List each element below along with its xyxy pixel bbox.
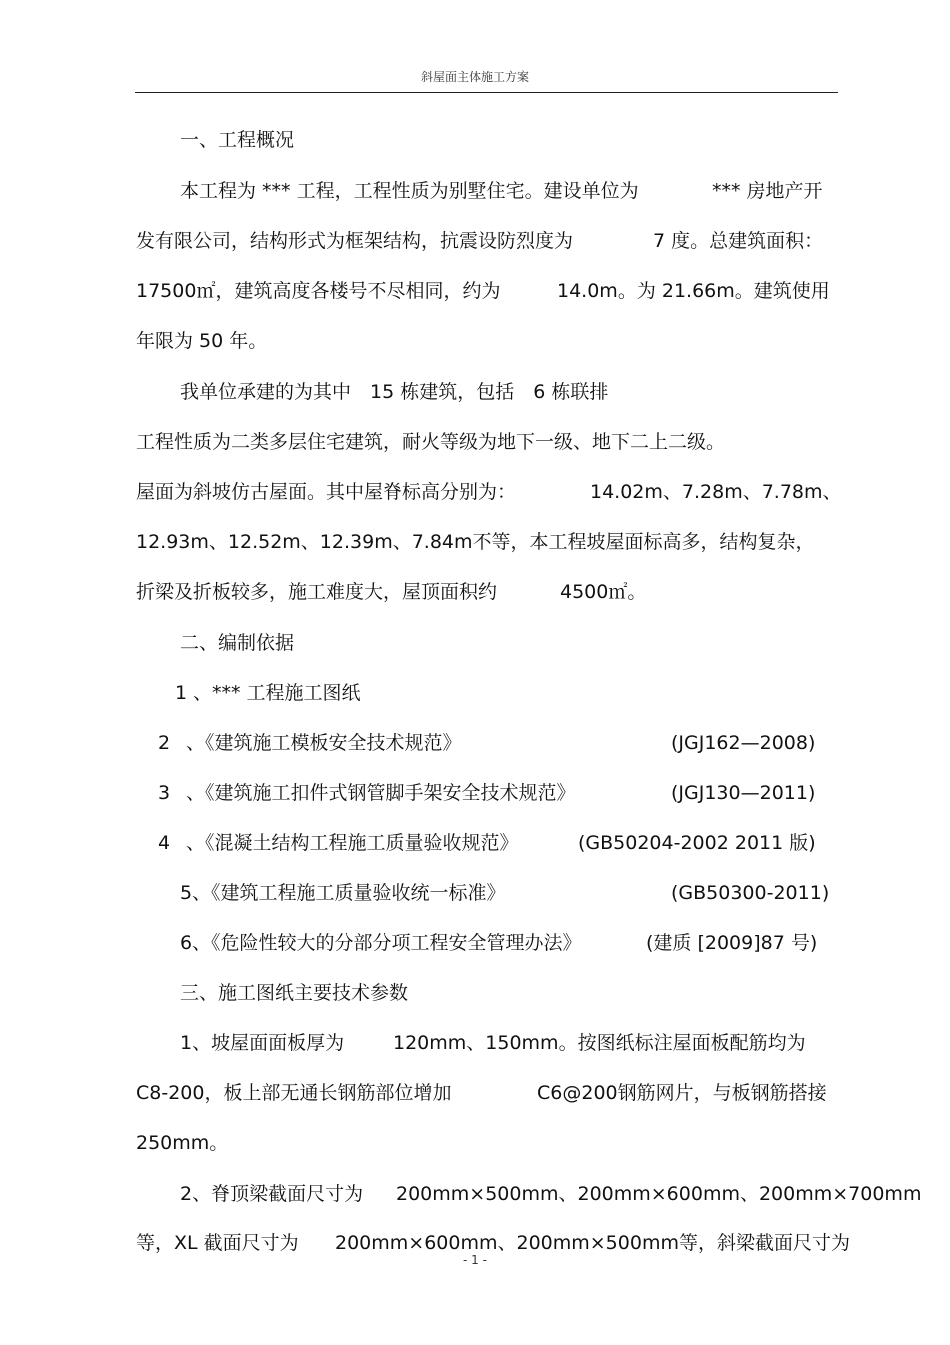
reference-number: 6 bbox=[180, 932, 193, 954]
reference-title: 、《建筑施工模板安全技术规范》 bbox=[186, 732, 462, 754]
text-run: 屋面为斜坡仿古屋面。其中屋脊标高分别为： bbox=[136, 481, 517, 503]
text-run: 200mm×600mm、200mm×500mm等，斜梁截面尺寸为 bbox=[335, 1232, 850, 1254]
reference-number: 1 bbox=[175, 682, 188, 704]
paragraph-line: 我单位承建的为其中 15 栋建筑，包括 6 栋联排 bbox=[180, 381, 609, 403]
reference-code: (GB50204-2002 2011 版) bbox=[578, 832, 816, 854]
text-run: 1、坡屋面面板厚为 bbox=[180, 1032, 345, 1054]
page-number: - 1 - bbox=[463, 1253, 487, 1267]
reference-code: (JGJ130—2011) bbox=[671, 782, 816, 804]
text-run: 17500㎡，建筑高度各楼号不尽相同，约为 bbox=[136, 280, 501, 302]
running-header-title: 斜屋面主体施工方案 bbox=[420, 70, 529, 84]
text-run: 120mm、150mm。按图纸标注屋面板配筋均为 bbox=[393, 1032, 806, 1054]
text-run: *** 房地产开 bbox=[712, 180, 823, 202]
text-run: 200mm×500mm、200mm×600mm、200mm×700mm bbox=[396, 1183, 922, 1205]
paragraph-line: 年限为 50 年。 bbox=[136, 330, 268, 352]
text-run: 14.0m。为 21.66m。建筑使用 bbox=[557, 280, 830, 302]
reference-title: 、《建筑施工扣件式钢管脚手架安全技术规范》 bbox=[186, 782, 576, 804]
reference-code: (JGJ162—2008) bbox=[671, 732, 816, 754]
text-run: 本工程为 *** 工程，工程性质为别墅住宅。建设单位为 bbox=[180, 180, 639, 202]
reference-number: 3 bbox=[158, 782, 171, 804]
section-heading: 二、编制依据 bbox=[180, 632, 295, 654]
text-run: 14.02m、7.28m、7.78m、 bbox=[590, 481, 842, 503]
header-rule bbox=[135, 92, 838, 93]
text-run: C8-200，板上部无通长钢筋部位增加 bbox=[136, 1082, 452, 1104]
reference-number: 2 bbox=[158, 732, 171, 754]
text-run: 等，XL 截面尺寸为 bbox=[136, 1232, 299, 1254]
text-run: C6@200钢筋网片，与板钢筋搭接 bbox=[537, 1082, 827, 1104]
reference-title: 、*** 工程施工图纸 bbox=[193, 682, 361, 704]
reference-code: (建质 [2009]87 号) bbox=[646, 932, 818, 954]
section-heading: 一、工程概况 bbox=[180, 129, 295, 151]
text-run: 折梁及折板较多，施工难度大，屋顶面积约 bbox=[136, 581, 498, 603]
text-run: 发有限公司，结构形式为框架结构，抗震设防烈度为 bbox=[136, 230, 574, 252]
text-run: 4500㎡。 bbox=[560, 581, 647, 603]
paragraph-line: 250mm。 bbox=[136, 1132, 229, 1154]
text-run: 2、脊顶梁截面尺寸为 bbox=[180, 1183, 364, 1205]
reference-title: 、《混凝土结构工程施工质量验收规范》 bbox=[186, 832, 519, 854]
reference-number: 5 bbox=[180, 882, 193, 904]
reference-code: (GB50300-2011) bbox=[671, 882, 830, 904]
paragraph-line: 12.93m、12.52m、12.39m、7.84m不等，本工程坡屋面标高多，结构复杂， bbox=[136, 531, 815, 553]
paragraph-line: 工程性质为二类多层住宅建筑，耐火等级为地下一级、地下二上二级。 bbox=[136, 431, 726, 453]
text-run: 7 度。总建筑面积： bbox=[653, 230, 824, 252]
section-heading: 三、施工图纸主要技术参数 bbox=[180, 982, 409, 1004]
reference-title: 、《建筑工程施工质量验收统一标准》 bbox=[192, 882, 506, 904]
reference-title: 、《危险性较大的分部分项工程安全管理办法》 bbox=[192, 932, 582, 954]
reference-number: 4 bbox=[158, 832, 171, 854]
